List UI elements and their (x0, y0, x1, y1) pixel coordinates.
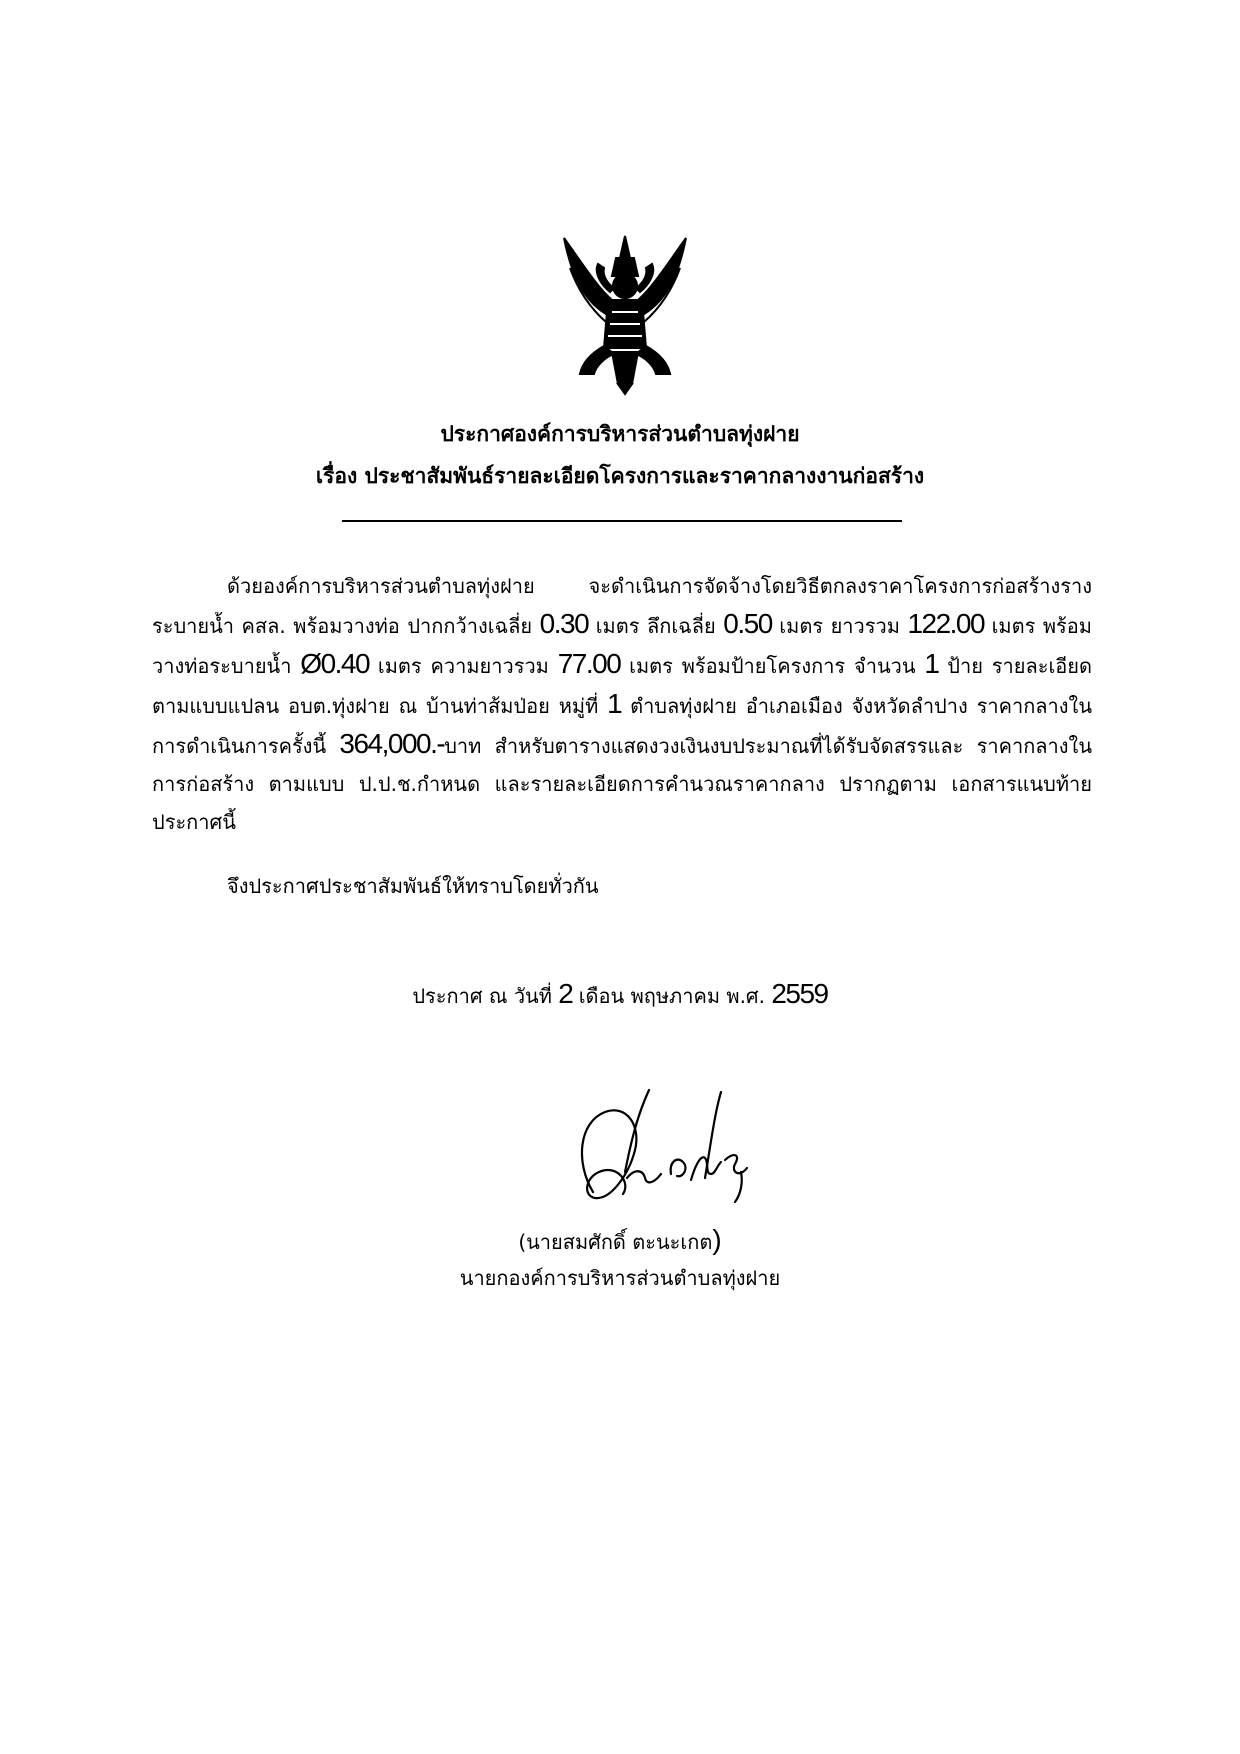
avg-width-value: 0.30 (539, 608, 589, 639)
signature-icon (565, 1082, 765, 1222)
pipe-diameter-value: Ø0.40 (300, 648, 370, 679)
announcement-title: ประกาศองค์การบริหารส่วนตำบลทุ่งฝาย (440, 422, 800, 446)
divider (342, 520, 902, 522)
avg-depth-value: 0.50 (723, 608, 772, 639)
closing-parenthesis: ) (712, 1224, 722, 1255)
announcement-subject: เรื่อง ประชาสัมพันธ์รายละเอียดโครงการและราคากลางงานก่อสร้าง (315, 464, 925, 488)
garuda-emblem-icon (560, 228, 690, 398)
closing-statement: จึงประกาศประชาสัมพันธ์ให้ทราบโดยทั่วกัน (227, 874, 599, 898)
date-day: 2 (558, 978, 573, 1009)
announcement-date (0, 978, 1240, 1012)
total-length-value: 122.00 (907, 608, 985, 639)
body-text: เมตร ความยาวรวม (369, 654, 558, 678)
signatory-name-text: (นายสมศักดิ์ ตะนะเกต (518, 1230, 713, 1254)
date-month: เดือน พฤษภาคม พ.ศ. (572, 984, 772, 1008)
body-text: เมตร ลึกเฉลี่ย (588, 614, 724, 638)
body-text: ตำบลทุ่งฝาย อำเภอเมือง จังหวัดลำปาง ราคากลางในการดำเนินการครั้งนี้ (152, 694, 1092, 758)
median-price-value: 364,000.- (339, 728, 445, 759)
announcement-body (152, 567, 1092, 841)
body-text: บาท สำหรับตารางแสดงวงเงินงบประมาณที่ได้รับจัดสรรและ ราคากลางในการก่อสร้าง ตามแบบ ป.ป.ช.กำหนด และรายละเอียดการคำนวณราคากลาง ปรากฏตาม เอกสารแนบท้ายประกาศนี้ (152, 734, 1092, 834)
body-text: เมตร พร้อมป้ายโครงการ จำนวน (620, 654, 925, 678)
body-text: เมตร ยาวรวม (771, 614, 908, 638)
body-text: เมตร พร้อมวางท่อระบายน้ำ (152, 614, 1092, 678)
body-text: ด้วยองค์การบริหารส่วนตำบลทุ่งฝาย จะดำเนินการจัดจ้างโดยวิธีตกลงราคาโครงการก่อสร้างราง ระบายน้ำ คสล. พร้อมวางท่อ ปากกว้างเฉลี่ย (152, 574, 1092, 638)
signatory-name (0, 1224, 1240, 1258)
pipe-length-value: 77.00 (557, 648, 621, 679)
sign-count-value: 1 (924, 648, 939, 679)
date-year: 2559 (771, 978, 828, 1009)
village-number-value: 1 (607, 688, 622, 719)
signatory-position: นายกองค์การบริหารส่วนตำบลทุ่งฝาย (459, 1266, 781, 1290)
date-prefix: ประกาศ ณ วันที่ (412, 984, 559, 1008)
body-text: ป้าย รายละเอียดตามแบบแปลน อบต.ทุ่งฝาย ณ บ้านท่าส้มป่อย หมู่ที่ (152, 654, 1093, 718)
